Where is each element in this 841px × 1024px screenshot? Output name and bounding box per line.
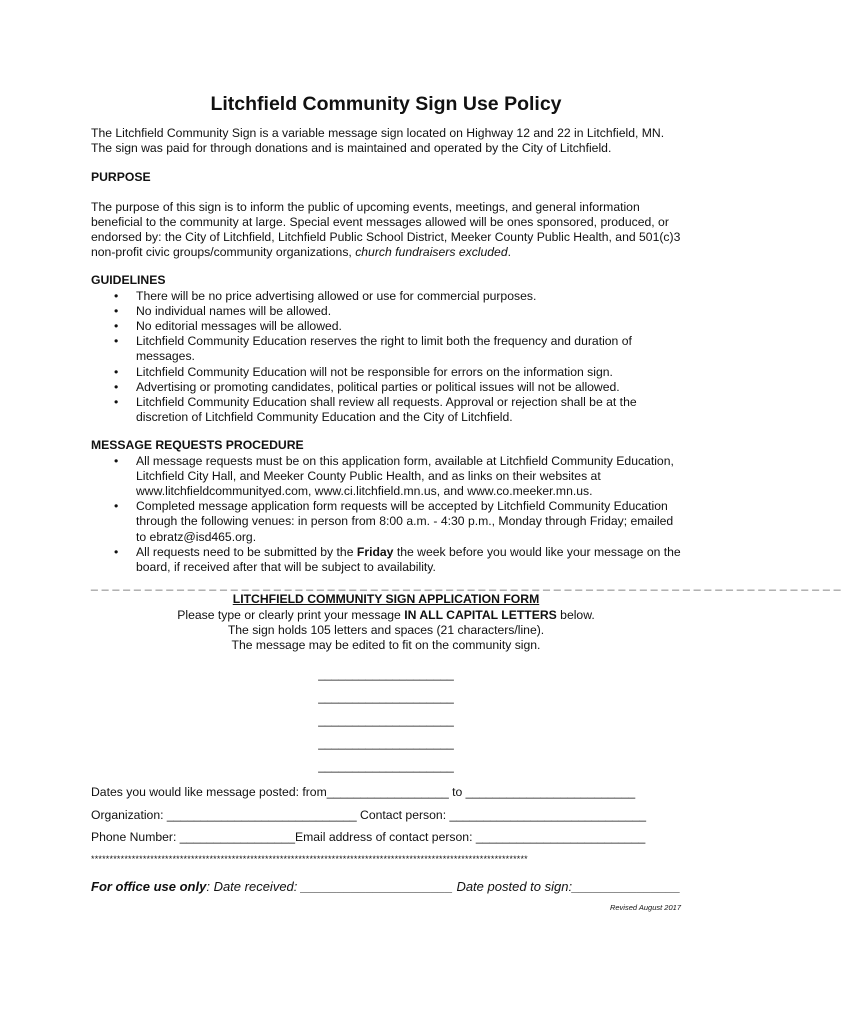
list-item <box>91 289 681 304</box>
list-item <box>91 380 681 395</box>
list-item <box>91 395 681 425</box>
dates-field[interactable]: Dates you would like message posted: from__________________ to _________________________ <box>91 785 636 800</box>
list-item-text: Advertising or promoting candidates, political parties or political issues will not be allowed. <box>136 379 620 394</box>
guidelines-list <box>91 289 681 426</box>
form-instruction-1 <box>91 608 681 623</box>
office-use-fields: : Date received: _____________________ Date posted to sign:_______________ <box>206 879 681 895</box>
bullet-icon: • <box>114 288 119 303</box>
list-item-text: Completed message application form requests will be accepted by Litchfield Community Education through the following venues: in person from 8:00 a.m. - 4:30 p.m., Monday through Friday; emailed to ebratz@isd465.org. <box>136 499 674 544</box>
capital-letters-emphasis: IN ALL CAPITAL LETTERS <box>404 607 557 622</box>
list-item-text: Litchfield Community Education shall review all requests. Approval or rejection shall be at the discretion of Litchfield Community Education and the City of Litchfield. <box>136 395 637 425</box>
list-item-text: There will be no price advertising allowed or use for commercial purposes. <box>136 288 537 303</box>
cut-line-divider: _ _ _ _ _ _ _ _ _ _ _ _ _ _ _ _ _ _ _ _ _ _ _ _ _ _ _ _ _ _ _ _ _ _ _ _ _ _ _ _ _ _ _ _ _ _ _ _ _ _ _ _ _ _ _ _ _ _ _ _ _ _ _ _ _ _ _ _ _ _ <box>91 577 841 592</box>
message-line-1[interactable]: ____________________ <box>318 667 454 682</box>
form-heading: LITCHFIELD COMMUNITY SIGN APPLICATION FORM <box>232 592 540 607</box>
list-item-text: Litchfield Community Education reserves the right to limit both the frequency and duration of messages. <box>136 334 632 364</box>
message-line-3[interactable]: ____________________ <box>318 713 454 728</box>
purpose-heading: PURPOSE <box>91 170 151 185</box>
list-item-text: the week before you would like your message on the board, if received after that will be subject to availability. <box>136 544 681 575</box>
purpose-period: . <box>507 245 512 260</box>
bullet-icon: • <box>114 499 119 514</box>
page-title: Litchfield Community Sign Use Policy <box>210 93 562 115</box>
list-item <box>91 319 681 334</box>
bullet-icon: • <box>114 544 119 559</box>
bullet-icon: • <box>114 453 119 468</box>
message-lines <box>91 663 681 778</box>
list-item <box>91 499 681 545</box>
phone-email-field[interactable]: Phone Number: _________________Email address of contact person: _________________________ <box>91 829 646 844</box>
message-line-4[interactable]: ____________________ <box>318 736 454 751</box>
list-item-text: All requests need to be submitted by the <box>136 544 354 559</box>
form-instruction-2: The sign holds 105 letters and spaces (21 characters/line). <box>227 622 545 637</box>
instruction-text: Please type or clearly print your message <box>177 607 401 622</box>
message-line-2[interactable]: ____________________ <box>318 690 454 705</box>
list-item-text: No individual names will be allowed. <box>136 303 332 318</box>
list-item <box>91 334 681 364</box>
organization-field[interactable]: Organization: ____________________________ Contact person: _____________________________ <box>91 807 647 822</box>
list-item <box>91 545 681 575</box>
form-instruction-3: The message may be edited to fit on the community sign. <box>231 638 541 653</box>
office-use-label: For office use only <box>91 879 207 895</box>
purpose-exclusion: church fundraisers excluded <box>355 245 508 260</box>
revision-date: Revised August 2017 <box>609 903 681 913</box>
procedure-list <box>91 454 681 576</box>
bullet-icon: • <box>114 395 119 410</box>
bullet-icon: • <box>114 334 119 349</box>
message-line-5[interactable]: ____________________ <box>318 759 454 774</box>
office-use-line <box>91 879 681 894</box>
bullet-icon: • <box>114 364 119 379</box>
bullet-icon: • <box>114 319 119 334</box>
list-item-text: All message requests must be on this application form, available at Litchfield Community Education, Litchfield City Hall, and Meeker County Public Health, and as links on their websites at www.litchfieldcommunityed.com, www.ci.litchfield.mn.us, and www.co.meeker.mn.us. <box>136 453 674 499</box>
policy-document <box>91 92 841 916</box>
instruction-text: below. <box>560 607 595 622</box>
list-item-text: No editorial messages will be allowed. <box>136 319 342 334</box>
list-item <box>91 454 681 500</box>
procedure-heading: MESSAGE REQUESTS PROCEDURE <box>91 438 304 453</box>
intro-paragraph: The Litchfield Community Sign is a variable message sign located on Highway 12 and 22 in Litchfield, MN. The sign was paid for through donations and is maintained and operated by the City of Litchfield. <box>91 126 665 156</box>
guidelines-heading: GUIDELINES <box>91 273 166 288</box>
bullet-icon: • <box>114 303 119 318</box>
bullet-icon: • <box>114 379 119 394</box>
purpose-text: The purpose of this sign is to inform the public of upcoming events, meetings, and general information beneficial to the community at large. Special event messages allowed will be ones sponsored, produced, or endorsed by: the City of Litchfield, Litchfield Public School District, Meeker County Public Health, and 501(c)3 non-profit civic groups/community organizations, <box>91 199 681 260</box>
purpose-paragraph <box>91 200 681 261</box>
list-item-text: Litchfield Community Education will not be responsible for errors on the information sign. <box>136 364 613 379</box>
asterisk-divider: ********************************************************************************************************************** <box>91 853 528 864</box>
list-item <box>91 365 681 380</box>
list-item <box>91 304 681 319</box>
deadline-day: Friday <box>356 544 394 559</box>
